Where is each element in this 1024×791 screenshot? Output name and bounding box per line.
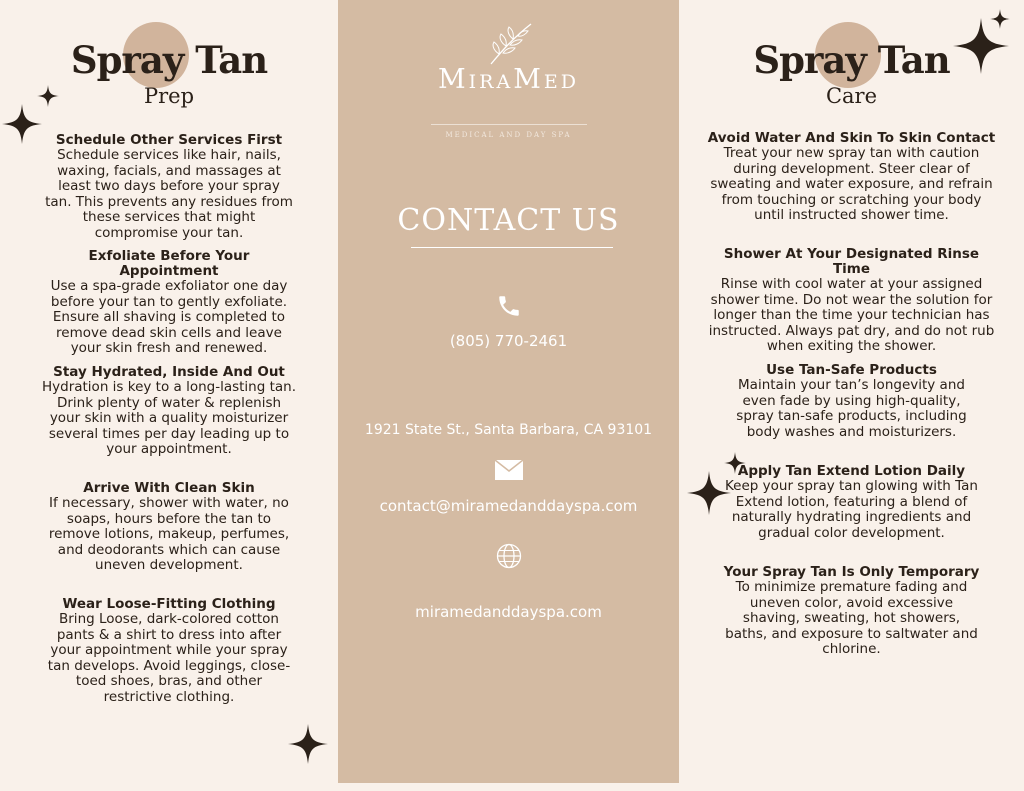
sparkle-icon [37, 85, 59, 107]
section-heading: Apply Tan Extend Lotion Daily [737, 463, 966, 479]
sparkle-icon [2, 104, 42, 144]
section [40, 597, 298, 705]
right-panel [679, 0, 1024, 791]
brand-tagline: MEDICAL AND DAY SPA [445, 131, 572, 139]
section-heading: Schedule Other Services First [55, 132, 283, 148]
section-heading: Arrive With Clean Skin [83, 480, 255, 496]
section-body: Treat your new spray tan with caution during development. Steer clear of sweating and water exposure, and refrain from touching or scratching your body until instructed shower time. [710, 145, 993, 223]
section [724, 565, 980, 658]
contact-panel [338, 0, 679, 783]
section [724, 464, 980, 565]
envelope-icon [338, 460, 679, 484]
section-heading: Use Tan-Safe Products [766, 362, 937, 378]
left-panel [0, 0, 338, 791]
address: 1921 State St., Santa Barbara, CA 93101 [364, 422, 653, 438]
left-title: Spray Tan [70, 38, 268, 82]
sparkle-icon [724, 452, 746, 474]
section [707, 247, 997, 363]
contact-heading: CONTACT US [397, 203, 620, 238]
section-body: Rinse with cool water at your assigned shower time. Do not wear the solution for longer than the time your technician has instructed. Always pat dry, and do not rub when exiting the shower. [708, 276, 995, 354]
right-sections [679, 131, 1024, 658]
section [40, 481, 298, 597]
brand-divider [431, 124, 587, 125]
section-body: Schedule services like hair, nails, waxing, facials, and massages at least two days before your spray tan. This prevents any residues from these services that might compromise your tan. [45, 147, 293, 241]
section-heading: Avoid Water And Skin To Skin Contact [707, 130, 996, 146]
section-heading: Stay Hydrated, Inside And Out [53, 364, 285, 380]
section-heading: Wear Loose-Fitting Clothing [62, 596, 276, 612]
section-body: If necessary, shower with water, no soaps, hours before the tan to remove lotions, makeup, perfumes, and deodorants which can cause uneven development. [48, 495, 290, 573]
section [40, 365, 298, 481]
left-subtitle: Prep [143, 84, 195, 108]
section-body: Bring Loose, dark-colored cotton pants & a shirt to dress into after your appointment while your spray tan develops. Avoid leggings, close-toed shoes, bras, and other restrictive clothing. [47, 611, 291, 705]
phone-number[interactable]: (805) 770-2461 [449, 332, 568, 350]
section-body: To minimize premature fading and uneven color, avoid excessive shaving, sweating, hot showers, baths, and exposure to saltwater and chlorine. [725, 579, 978, 657]
website-link[interactable]: miramedanddayspa.com [415, 603, 602, 621]
brand-name: MiraMed [438, 64, 579, 95]
section [724, 363, 980, 464]
section-body: Keep your spray tan glowing with Tan Extend lotion, featuring a blend of naturally hydrating ingredients and gradual color development. [725, 478, 978, 541]
right-subtitle: Care [825, 84, 878, 108]
section [707, 131, 997, 247]
section-heading: Exfoliate Before Your Appointment [88, 248, 250, 279]
sparkle-icon [990, 9, 1010, 29]
section-body: Use a spa-grade exfoliator one day before your tan to gently exfoliate. Ensure all shaving is completed to remove dead skin cells and leave your skin fresh and renewed. [50, 278, 288, 356]
section-heading: Shower At Your Designated Rinse Time [723, 246, 980, 277]
right-title: Spray Tan [753, 38, 950, 82]
section-body: Hydration is key to a long-lasting tan. Drink plenty of water & replenish your skin with a quality moisturizer several times per day leading up to your appointment. [41, 379, 297, 457]
sparkle-icon [288, 724, 328, 764]
contact-divider [411, 247, 613, 248]
section-heading: Your Spray Tan Is Only Temporary [723, 564, 980, 580]
section [44, 133, 294, 249]
section-body: Maintain your tan’s longevity and even fade by using high-quality, spray tan-safe products, including body washes and moisturizers. [736, 377, 967, 440]
section [40, 249, 298, 365]
phone-icon [338, 293, 679, 323]
globe-icon [338, 543, 679, 573]
sparkle-icon [687, 471, 731, 515]
email-link[interactable]: contact@miramedanddayspa.com [379, 497, 638, 515]
left-sections [0, 133, 338, 705]
